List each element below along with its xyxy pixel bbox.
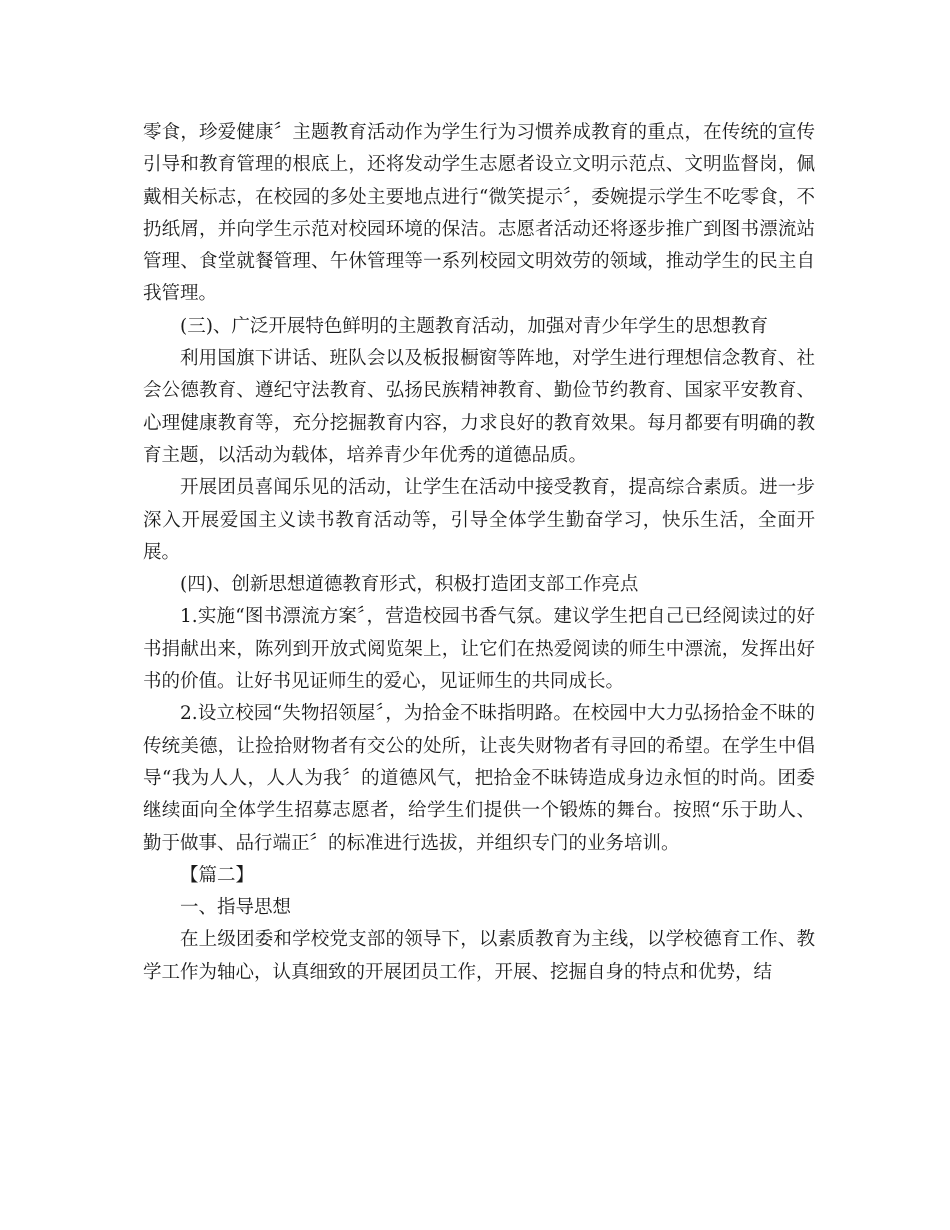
paragraph-flag-speech: 利用国旗下讲话、班队会以及板报橱窗等阵地，对学生进行理想信念教育、社会公德教育、遵纪守法教育、弘扬民族精神教育、勤俭节约教育、国家平安教育、心理健康教育等，充分挖掘教育内容，力求良好的教育效果。每月都要有明确的教育主题，以活动为载体，培养青少年优秀的道德品质。: [143, 348, 815, 466]
paragraph-lost-and-found: 2.设立校园“失物招领屋〞，为拾金不昧指明路。在校园中大力弘扬拾金不昧的传统美德，让捡拾财物者有交公的处所，让丧失财物者有寻回的希望。在学生中倡导“我为人人，人人为我〞的道德风气，把拾金不昧铸造成身边永恒的时尚。团委继续面向全体学生招募志愿者，给学生们提供一个锻炼的舞台。按照“乐于助人、勤于做事、品行端正〞的标准进行选拔，并组织专门的业务培训。: [143, 703, 815, 854]
document-body: [143, 117, 815, 989]
guiding-ideology-heading: 一、指导思想: [180, 897, 292, 919]
paragraph-member-activities: 开展团员喜闻乐见的活动，让学生在活动中接受教育，提高综合素质。进一步深入开展爱国主义读书教育活动等，引导全体学生勤奋学习，快乐生活，全面开展。: [143, 477, 815, 563]
paragraph-volunteer-continuation: 零食，珍爱健康〞主题教育活动作为学生行为习惯养成教育的重点，在传统的宣传引导和教育管理的根底上，还将发动学生志愿者设立文明示范点、文明监督岗，佩戴相关标志，在校园的多处主要地点进行“微笑提示〞，委婉提示学生不吃零食，不扔纸屑，并向学生示范对校园环境的保洁。志愿者活动还将逐步推广到图书漂流站管理、食堂就餐管理、午休管理等一系列校园文明效劳的领域，推动学生的民主自我管理。: [143, 122, 815, 305]
paragraph-book-drift: 1.实施“图书漂流方案〞，营造校园书香气氛。建议学生把自己已经阅读过的好书捐献出来，陈列到开放式阅览架上，让它们在热爱阅读的师生中漂流，发挥出好书的价值。让好书见证师生的爱心，见证师生的共同成长。: [143, 606, 815, 693]
section-heading-four: (四)、创新思想道德教育形式，积极打造团支部工作亮点: [180, 574, 639, 596]
part-two-heading: 【篇二】: [180, 864, 255, 886]
section-heading-three: (三)、广泛开展特色鲜明的主题教育活动，加强对青少年学生的思想教育: [180, 315, 768, 337]
paragraph-guiding-ideology: 在上级团委和学校党支部的领导下，以素质教育为主线，以学校德育工作、教学工作为轴心，认真细致的开展团员工作，开展、挖掘自身的特点和优势，结: [143, 929, 815, 983]
